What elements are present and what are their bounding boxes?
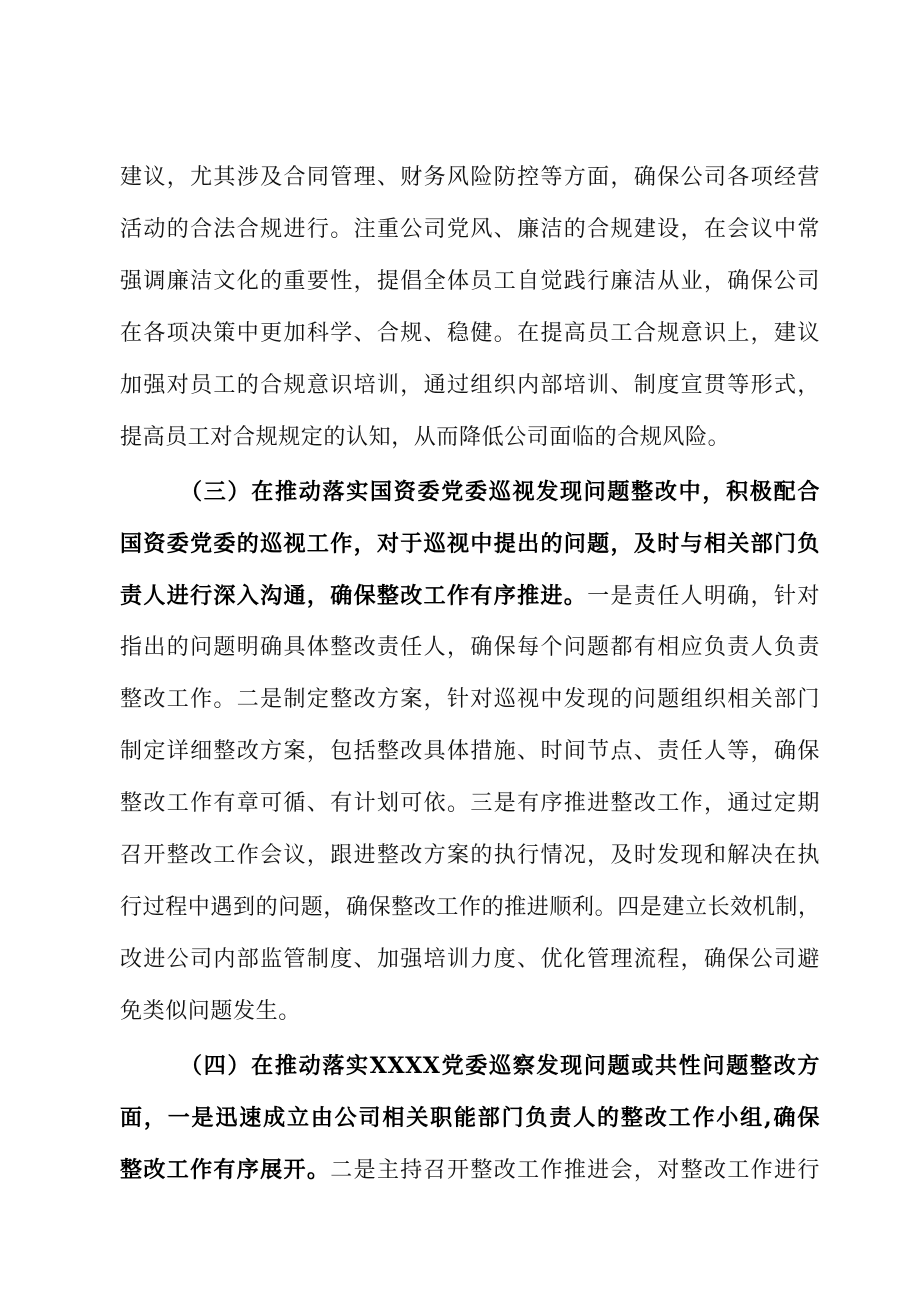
paragraph-line: 加强对员工的合规意识培训，通过组织内部培训、制度宣贯等形式， <box>120 373 820 398</box>
paragraph-line: 行过程中遇到的问题，确保整改工作的推进顺利。四是建立长效机制， <box>120 895 821 920</box>
section-four-mixed-line <box>120 1150 820 1190</box>
paragraph-line: 改进公司内部监管制度、加强培训力度、优化管理流程，确保公司避 <box>120 947 820 972</box>
paragraph-line: 强调廉洁文化的重要性，提倡全体员工自觉践行廉洁从业，确保公司 <box>120 269 820 294</box>
section-three-body-start: 一是责任人明确，针对 <box>587 584 820 609</box>
section-four-heading: 面，一是迅速成立由公司相关职能部门负责人的整改工作小组,确保 <box>120 1105 820 1131</box>
section-three-mixed-line <box>120 576 820 616</box>
paragraph-line: 召开整改工作会议，跟进整改方案的执行情况，及时发现和解决在执 <box>120 843 820 868</box>
paragraph-line: 指出的问题明确具体整改责任人，确保每个问题都有相应负责人负责 <box>120 635 820 660</box>
section-four-body-start: 二是主持召开整改工作推进会，对整改工作进行 <box>330 1158 820 1183</box>
paragraph-line: 制定详细整改方案，包括整改具体措施、时间节点、责任人等，确保 <box>120 739 820 764</box>
section-three-heading: （三）在推动落实国资委党委巡视发现问题整改中，积极配合 <box>180 479 820 505</box>
section-three-heading: 国资委党委的巡视工作，对于巡视中提出的问题，及时与相关部门负 <box>120 531 820 557</box>
paragraph-line: 在各项决策中更加科学、合规、稳健。在提高员工合规意识上，建议 <box>120 321 820 346</box>
section-three-heading-end: 责人进行深入沟通，确保整改工作有序推进。 <box>120 583 588 609</box>
paragraph-line: 提高员工对合规规定的认知，从而降低公司面临的合规风险。 <box>120 425 731 450</box>
paragraph-line: 活动的合法合规进行。注重公司党风、廉洁的合规建设，在会议中常 <box>120 217 820 242</box>
paragraph-line: 整改工作。二是制定整改方案，针对巡视中发现的问题组织相关部门 <box>120 687 820 712</box>
section-four-heading: （四）在推动落实XXXX党委巡察发现问题或共性问题整改方 <box>180 1053 820 1079</box>
paragraph-line: 免类似问题发生。 <box>120 999 301 1024</box>
paragraph-line: 整改工作有章可循、有计划可依。三是有序推进整改工作，通过定期 <box>120 791 820 816</box>
paragraph-line: 建议，尤其涉及合同管理、财务风险防控等方面，确保公司各项经营 <box>120 165 820 190</box>
section-four-heading-end: 整改工作有序展开。 <box>120 1157 331 1183</box>
